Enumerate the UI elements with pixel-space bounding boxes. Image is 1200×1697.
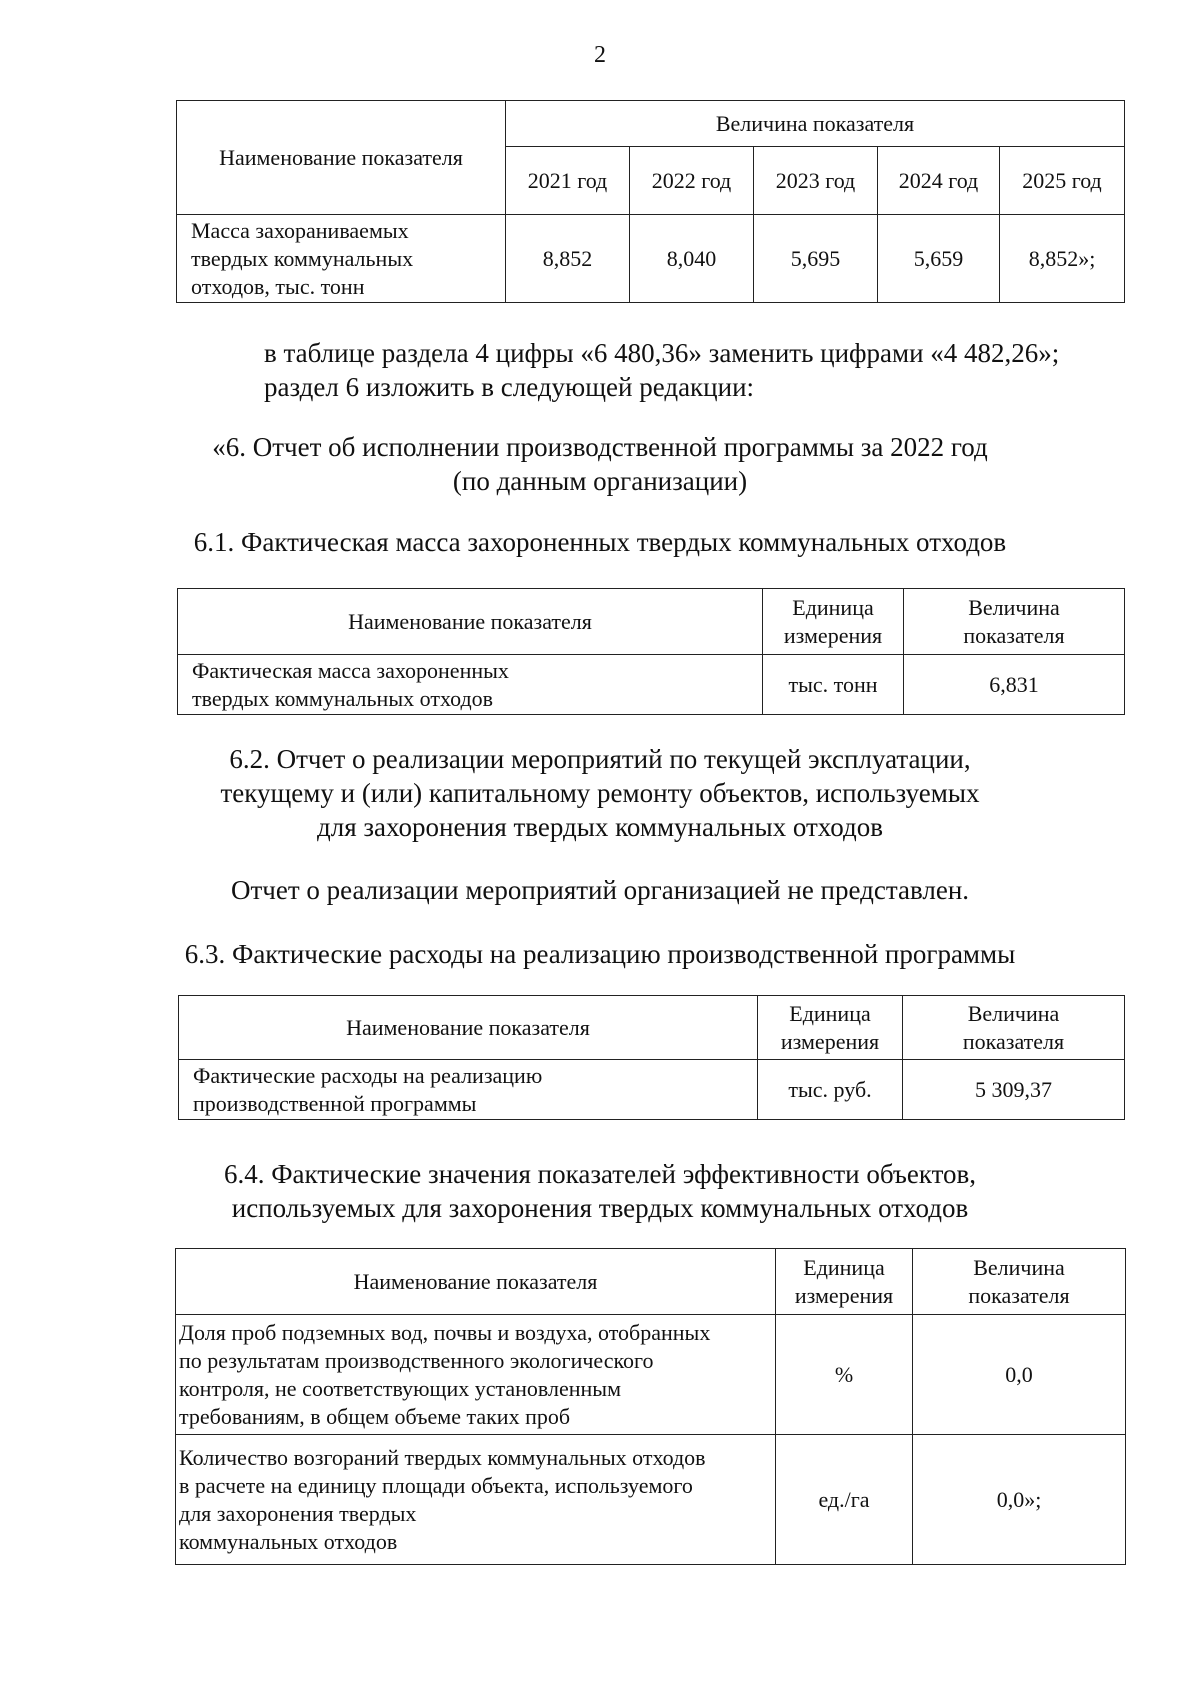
unit-cell: ед./га — [776, 1435, 913, 1565]
row-indicator-name: Фактическая масса захороненных твердых коммунальных отходов — [178, 655, 763, 715]
header-unit: Единица измерения — [776, 1249, 913, 1315]
section-6-3-heading: 6.3. Фактические расходы на реализацию производственной программы — [184, 939, 1016, 969]
table-row — [176, 1315, 1126, 1435]
unit-cell: % — [776, 1315, 913, 1435]
section-6-2-heading: 6.2. Отчет о реализации мероприятий по текущей эксплуатации, текущему и (или) капитальному ремонту объектов, используемых для захоронения твердых коммунальных отходов — [220, 744, 980, 842]
value-cell: 8,852 — [506, 215, 630, 303]
value-cell: 5 309,37 — [903, 1060, 1125, 1120]
value-cell: 6,831 — [904, 655, 1125, 715]
value-cell: 8,852»; — [1000, 215, 1125, 303]
row-indicator-name: Фактические расходы на реализацию производственной программы — [179, 1060, 758, 1120]
header-year: 2024 год — [878, 147, 1000, 215]
row-indicator-name: Масса захораниваемых твердых коммунальных отходов, тыс. тонн — [177, 215, 506, 303]
header-indicator-name: Наименование показателя — [179, 996, 758, 1060]
value-cell: 5,659 — [878, 215, 1000, 303]
row-indicator-name: Количество возгораний твердых коммунальных отходов в расчете на единицу площади объекта, используемого для захоронения твердых коммунальных отходов — [176, 1435, 776, 1565]
actual-waste-mass-table — [177, 588, 1125, 715]
section-6-title: «6. Отчет об исполнении производственной программы за 2022 год (по данным организации) — [212, 432, 988, 496]
section-6-1-heading: 6.1. Фактическая масса захороненных твердых коммунальных отходов — [193, 527, 1007, 557]
header-year: 2021 год — [506, 147, 630, 215]
header-year: 2023 год — [754, 147, 878, 215]
header-year: 2022 год — [630, 147, 754, 215]
value-cell: 5,695 — [754, 215, 878, 303]
row-indicator-name: Доля проб подземных вод, почвы и воздуха, отобранных по результатам производственного экологического контроля, не соответствующих установленным требованиям, в общем объеме таких проб — [176, 1315, 776, 1435]
header-value: Величина показателя — [913, 1249, 1126, 1315]
unit-cell: тыс. тонн — [763, 655, 904, 715]
header-year: 2025 год — [1000, 147, 1125, 215]
header-value: Величина показателя — [904, 589, 1125, 655]
value-cell: 0,0 — [913, 1315, 1126, 1435]
value-cell: 8,040 — [630, 215, 754, 303]
header-value: Величина показателя — [903, 996, 1125, 1060]
header-indicator-name: Наименование показателя — [176, 1249, 776, 1315]
table-row — [176, 1435, 1126, 1565]
section-6-4-heading: 6.4. Фактические значения показателей эффективности объектов, используемых для захоронения твердых коммунальных отходов — [223, 1159, 977, 1223]
unit-cell: тыс. руб. — [758, 1060, 903, 1120]
indicator-values-table — [176, 100, 1125, 303]
header-indicator-value: Величина показателя — [506, 101, 1125, 147]
header-unit: Единица измерения — [763, 589, 904, 655]
page-number: 2 — [594, 42, 606, 68]
header-indicator-name: Наименование показателя — [178, 589, 763, 655]
value-cell: 0,0»; — [913, 1435, 1126, 1565]
actual-expenses-table — [178, 995, 1125, 1120]
header-indicator-name: Наименование показателя — [177, 101, 506, 215]
amendment-paragraph-line: в таблице раздела 4 цифры «6 480,36» заменить цифрами «4 482,26»; — [264, 338, 1060, 368]
section-6-2-text: Отчет о реализации мероприятий организацией не представлен. — [230, 875, 970, 905]
amendment-paragraph-line: раздел 6 изложить в следующей редакции: — [264, 372, 755, 402]
efficiency-indicators-table — [175, 1248, 1126, 1565]
header-unit: Единица измерения — [758, 996, 903, 1060]
